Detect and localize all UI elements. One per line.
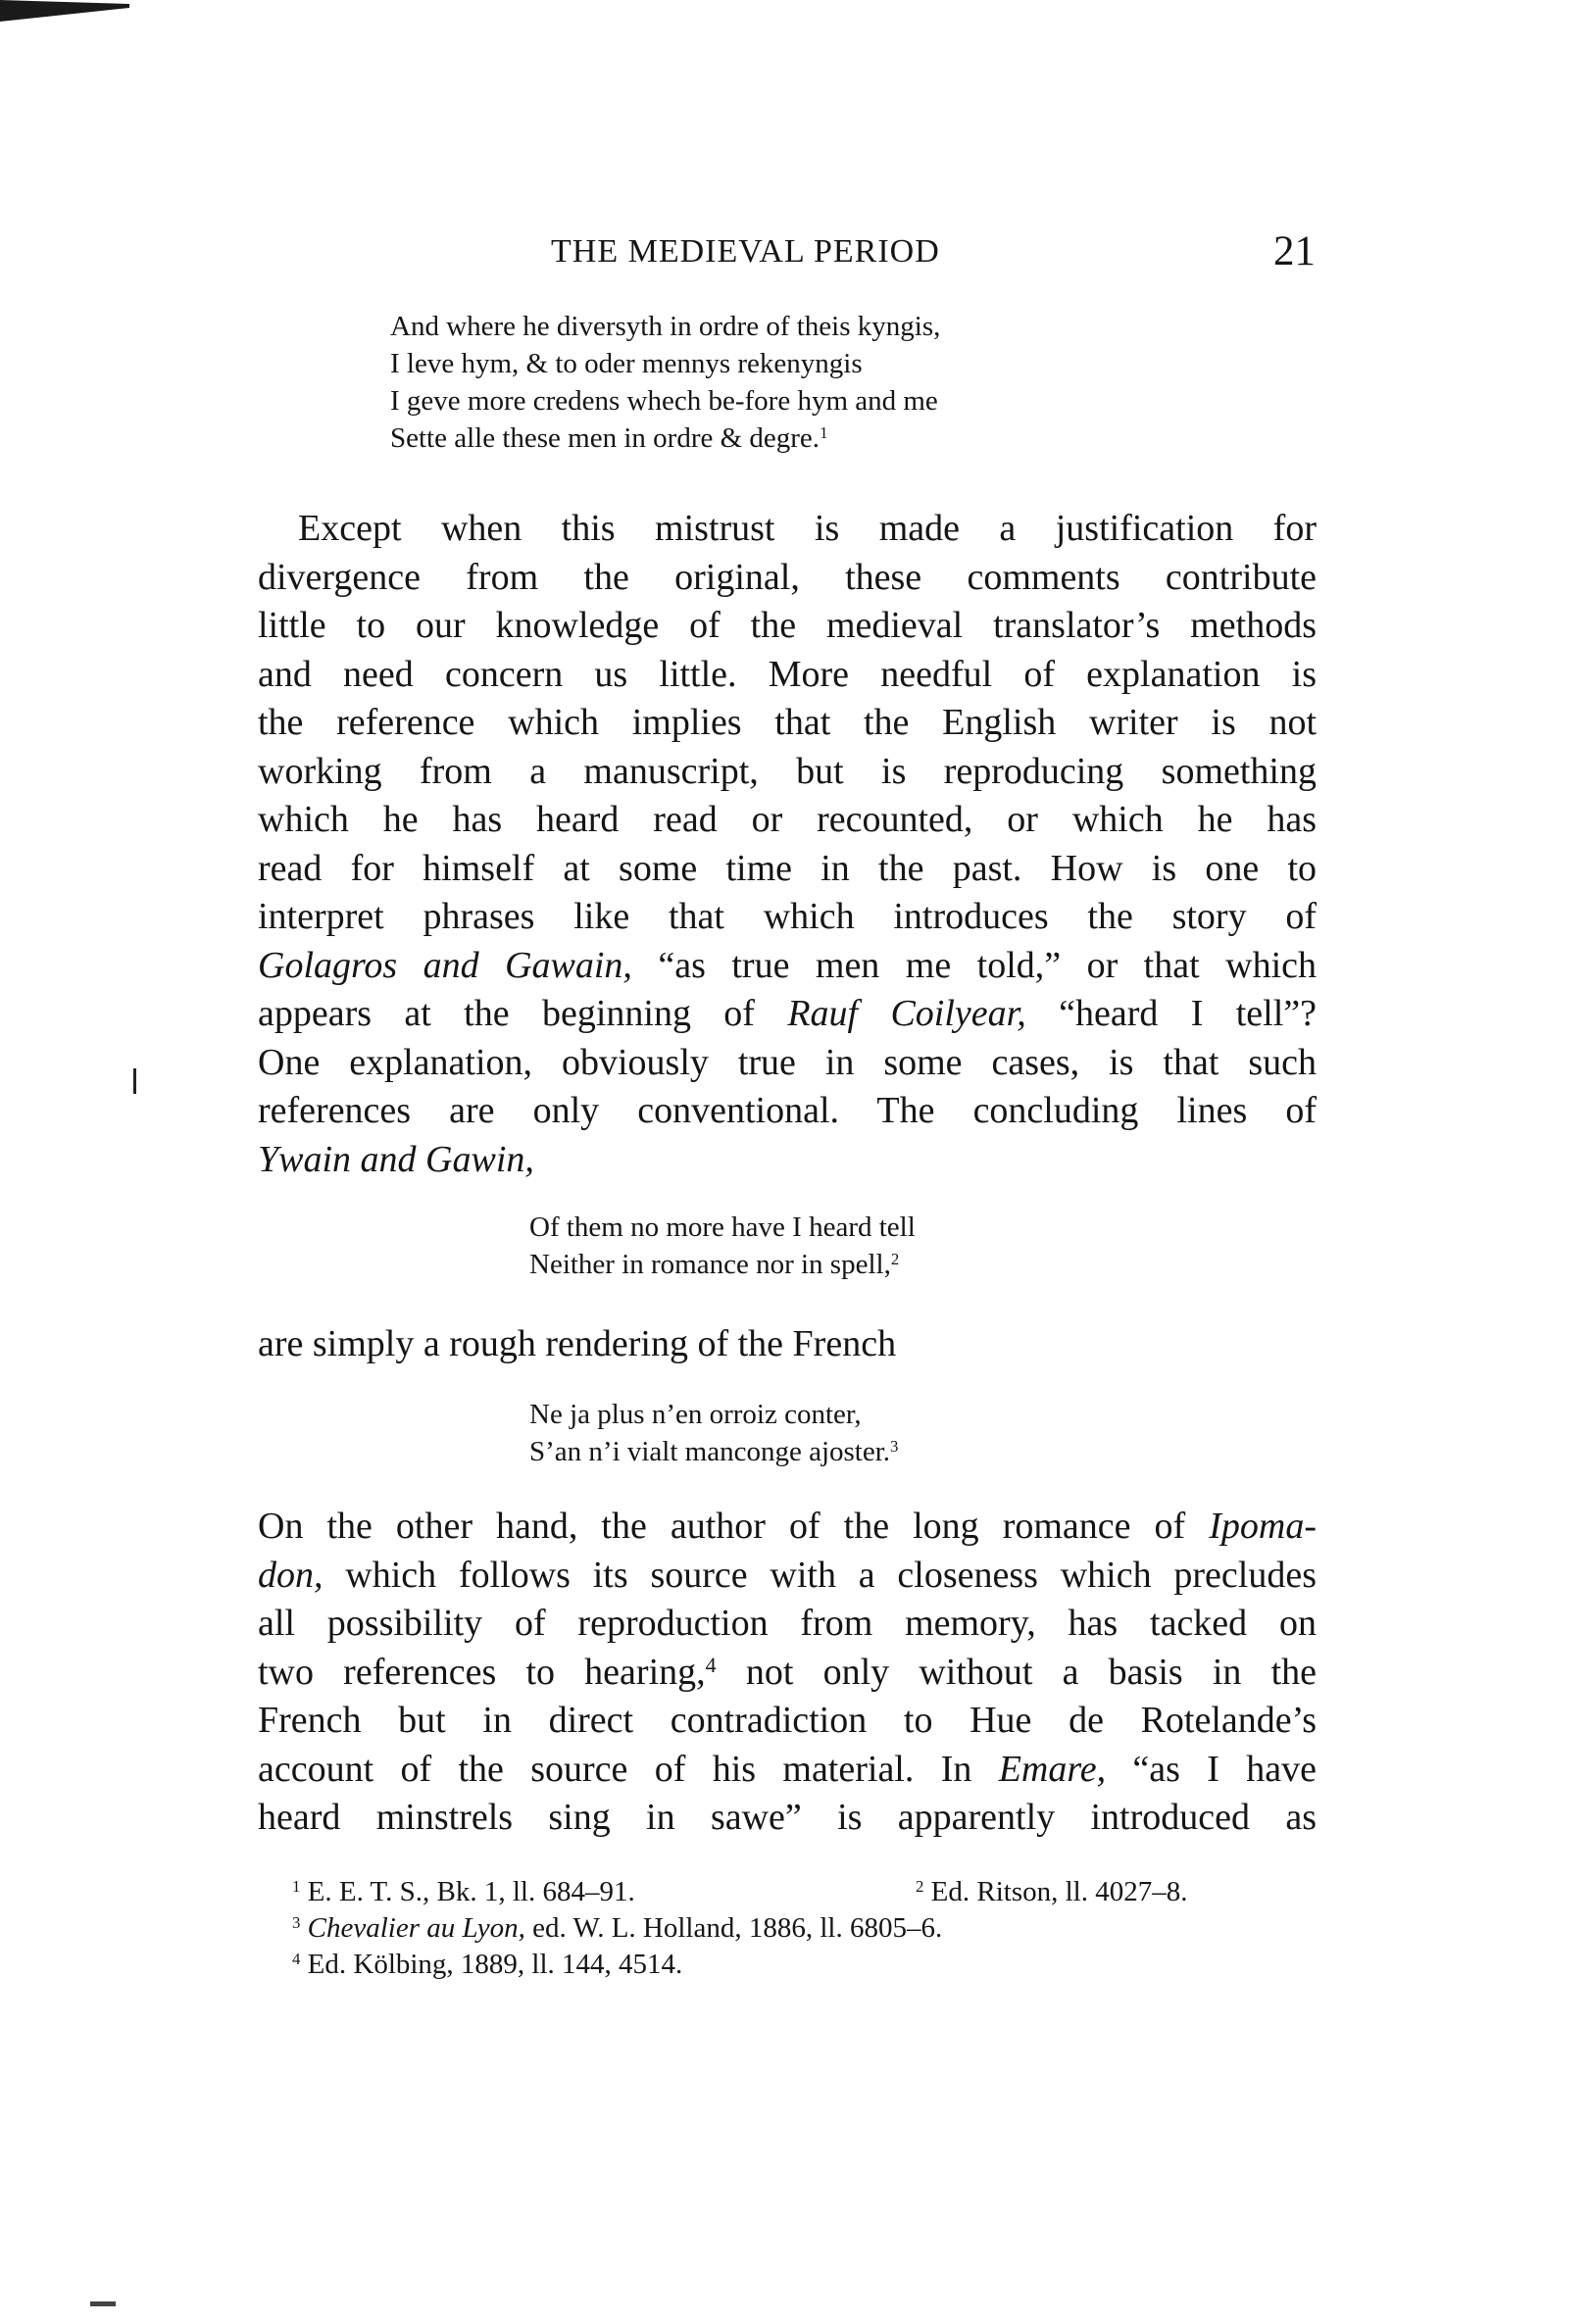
verse-line: I leve hym, & to oder mennys rekenyngis <box>390 348 863 379</box>
running-head <box>0 228 1591 280</box>
paragraph-3 <box>258 1503 1317 1843</box>
verse-quotation-3 <box>529 1396 898 1470</box>
footnote-ref: 2 <box>890 1249 900 1268</box>
text-line: French but in direct contradiction to Hue de Rotelande’s <box>258 1700 1317 1741</box>
scan-bottom-mark <box>90 2301 116 2306</box>
work-title: Rauf Coilyear, <box>787 993 1026 1034</box>
text-line: two references to hearing,$^4$ not only without a basis in the <box>258 1651 1318 1693</box>
verse-quotation-2 <box>529 1209 916 1283</box>
text-line: don, which follows its source with a closeness which precludes <box>258 1554 1317 1596</box>
text-line: Except when this mistrust is made a justification for <box>298 508 1317 549</box>
text-line: working from a manuscript, but is reproducing something <box>258 750 1317 792</box>
page-number: 21 <box>1273 228 1316 274</box>
verse-line: Neither in romance nor in spell,$^2$ <box>529 1249 900 1280</box>
footnote-ref: 1 <box>820 422 828 442</box>
verse-line: Ne ja plus n’en orroiz conter, <box>529 1399 862 1430</box>
footnote-ref: 3 <box>890 1436 899 1456</box>
verse-line: Of them no more have I heard tell <box>529 1211 916 1243</box>
text-line: little to our knowledge of the medieval translator’s methods <box>258 605 1317 646</box>
verse-line: And where he diversyth in ordre of theis kyngis, <box>390 311 941 342</box>
margin-mark <box>133 1068 136 1094</box>
work-title: Golagros and Gawain, <box>258 944 632 986</box>
text-line: appears at the beginning of Rauf Coilyear, “heard I tell”? <box>258 993 1317 1034</box>
text-line: On the other hand, the author of the long romance of Ipoma- <box>258 1506 1317 1547</box>
text-line: divergence from the original, these comments contribute <box>258 556 1317 598</box>
footnote-1: $^1$ E. E. T. S., Bk. 1, ll. 684–91. <box>292 1876 635 1907</box>
text-line: the reference which implies that the English writer is not <box>258 702 1317 743</box>
scan-corner-mark <box>0 0 137 29</box>
text-line: references are only conventional. The concluding lines of <box>258 1090 1317 1131</box>
text-line: One explanation, obviously true in some cases, is that such <box>258 1041 1317 1083</box>
text-line: all possibility of reproduction from memory, has tacked on <box>258 1603 1317 1644</box>
text-line: heard minstrels sing in sawe” is apparently introduced as <box>258 1797 1317 1838</box>
verse-line: Sette alle these men in ordre & degre.$^1$ <box>390 422 828 454</box>
footnote-3: $^3$ Chevalier au Lyon, ed. W. L. Holland, 1886, ll. 6805–6. <box>292 1912 943 1944</box>
text-line: account of the source of his material. In Emare, “as I have <box>258 1748 1317 1790</box>
paragraph-2 <box>258 1320 1317 1369</box>
text-line: and need concern us little. More needful of explanation is <box>258 653 1317 695</box>
running-head-title: THE MEDIEVAL PERIOD <box>551 233 940 270</box>
paragraph-1 <box>258 505 1317 1184</box>
footnote-4: $^4$ Ed. Kölbing, 1889, ll. 144, 4514. <box>292 1949 683 1980</box>
text-line: read for himself at some time in the past. How is one to <box>258 847 1317 889</box>
footnote-2: $^2$ Ed. Ritson, ll. 4027–8. <box>916 1876 1188 1907</box>
verse-line: S’an n’i vialt manconge ajoster.$^3$ <box>529 1436 899 1467</box>
work-title: Ywain and Gawin, <box>258 1138 534 1180</box>
footnote-ref: 4 <box>705 1652 717 1677</box>
text-line: which he has heard read or recounted, or which he has <box>258 799 1317 840</box>
footnotes <box>292 1874 1312 1983</box>
footnote-row <box>292 1874 1312 1910</box>
work-title: Emare, <box>998 1748 1107 1790</box>
work-title: Chevalier au Lyon, <box>307 1912 525 1944</box>
verse-line: I geve more credens whech be-fore hym and me <box>390 385 938 417</box>
text-line: are simply a rough rendering of the French <box>258 1323 897 1364</box>
work-title: Ipoma- <box>1209 1506 1317 1547</box>
verse-quotation-1 <box>390 308 940 457</box>
text-line: Golagros and Gawain, “as true men me told,” or that which <box>258 944 1317 986</box>
work-title: don, <box>258 1554 323 1596</box>
text-line: interpret phrases like that which introduces the story of <box>258 896 1317 937</box>
text-line <box>258 1136 1317 1185</box>
